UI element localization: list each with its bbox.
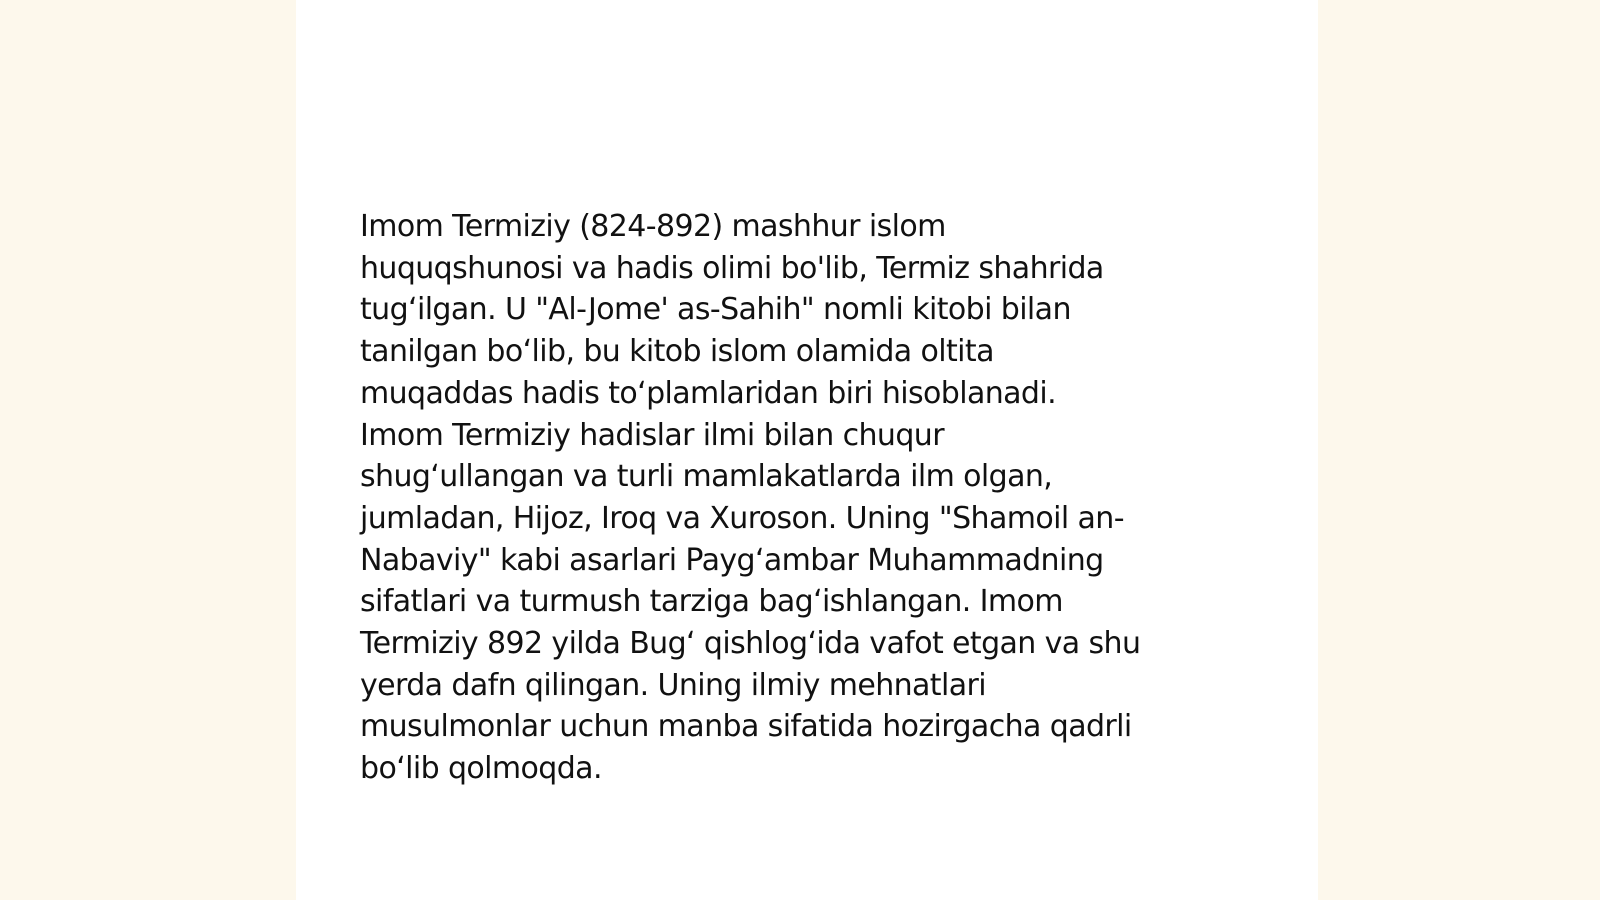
paragraph-line: jumladan, Hijoz, Iroq va Xuroson. Uning "Shamoil an-	[360, 500, 1124, 536]
paragraph-line: sifatlari va turmush tarziga bag‘ishlangan. Imom	[360, 584, 1063, 620]
paragraph-line: Imom Termiziy hadislar ilmi bilan chuqur	[360, 417, 944, 453]
paragraph-line: muqaddas hadis to‘plamlaridan biri hisoblanadi.	[360, 375, 1057, 411]
slide-panel	[296, 0, 1318, 900]
paragraph-line: tug‘ilgan. U "Al-Jome' as-Sahih" nomli kitobi bilan	[360, 292, 1071, 328]
paragraph-line: Nabaviy" kabi asarlari Payg‘ambar Muhammadning	[360, 542, 1104, 578]
body-paragraph	[360, 206, 1260, 790]
paragraph-line: shug‘ullangan va turli mamlakatlarda ilm olgan,	[360, 459, 1053, 495]
paragraph-line: tanilgan bo‘lib, bu kitob islom olamida oltita	[360, 334, 994, 370]
paragraph-line: yerda dafn qilingan. Uning ilmiy mehnatlari	[360, 667, 986, 703]
paragraph-line: bo‘lib qolmoqda.	[360, 751, 602, 787]
paragraph-line: musulmonlar uchun manba sifatida hozirgacha qadrli	[360, 709, 1132, 745]
paragraph-line: Imom Termiziy (824-892) mashhur islom	[360, 209, 946, 244]
paragraph-line: Termiziy 892 yilda Bug‘ qishlog‘ida vafot etgan va shu	[360, 626, 1141, 662]
paragraph-line: huquqshunosi va hadis olimi bo'lib, Termiz shahrida	[360, 250, 1104, 286]
